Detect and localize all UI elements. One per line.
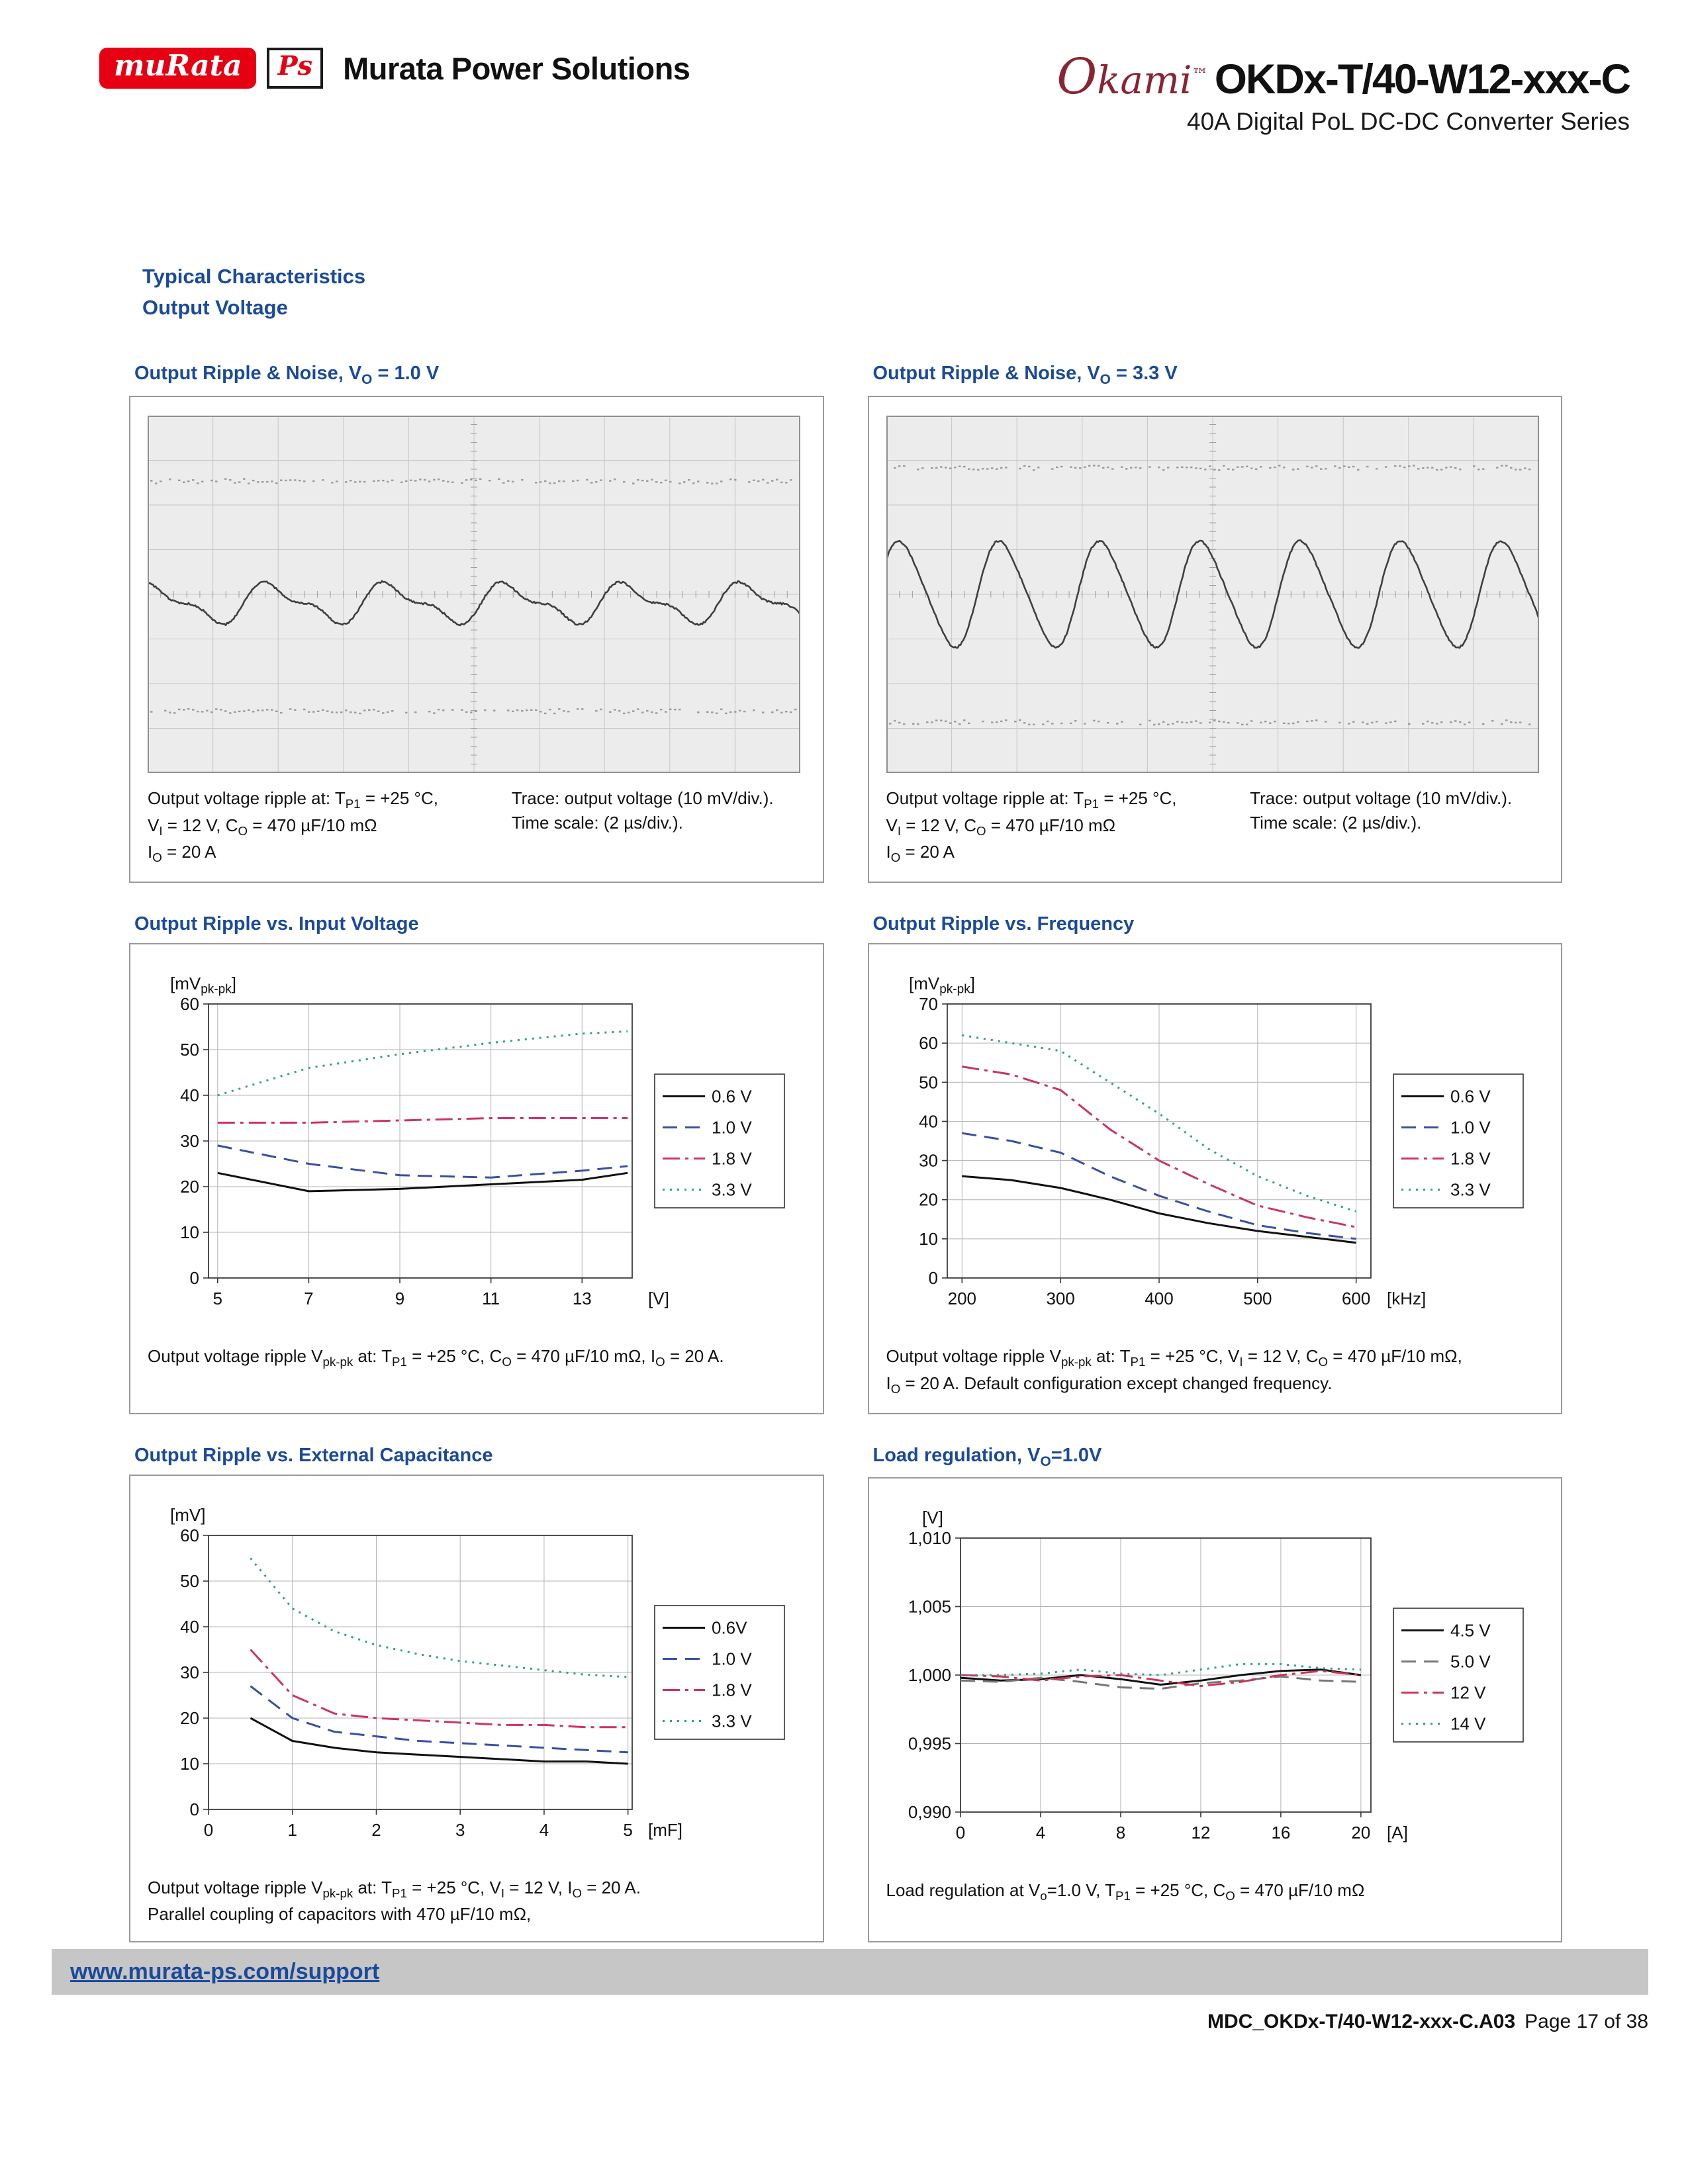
svg-text:7: 7: [304, 1289, 314, 1309]
chart-ripple-vs-capacitance: [148, 1494, 806, 1862]
svg-text:30: 30: [180, 1662, 199, 1682]
svg-text:0.6 V: 0.6 V: [712, 1086, 752, 1107]
footer: [52, 1949, 1648, 2033]
svg-text:300: 300: [1045, 1289, 1075, 1309]
panel-box: [129, 943, 824, 1414]
svg-text:14 V: 14 V: [1450, 1713, 1485, 1734]
panel-box: [129, 1475, 824, 1943]
svg-text:50: 50: [180, 1570, 199, 1591]
svg-text:0.6 V: 0.6 V: [1450, 1086, 1491, 1107]
caption-conditions: Output voltage ripple at: $T_{P1} = +25$ °C, $V_I = 12$ V, $C_O = 470$ µF/10 mΩ $I_O = 20$ A: [886, 788, 1177, 865]
svg-text:1.8 V: 1.8 V: [1450, 1148, 1491, 1169]
svg-text:3.3 V: 3.3 V: [1450, 1179, 1491, 1200]
svg-text:40: 40: [180, 1616, 199, 1637]
svg-text:1,010: 1,010: [908, 1528, 951, 1549]
caption: Output voltage ripple $V_{pk-pk}$ at: $T_{P1} = +25$ °C, $V_I = 12$ V, $I_O = 20$ A. Parallel coupling of capacitors with 470 µF/10 mΩ,: [148, 1877, 641, 1925]
svg-text:1.8 V: 1.8 V: [712, 1148, 752, 1169]
svg-text:5.0 V: 5.0 V: [1450, 1651, 1491, 1672]
murata-logo-group: [99, 48, 690, 89]
section-title-line2: Output Voltage: [142, 295, 288, 319]
oscilloscope-plot-1v: [148, 416, 806, 773]
svg-text:12: 12: [1190, 1823, 1210, 1843]
panel-title: Output Ripple vs. Input Voltage: [134, 913, 419, 935]
svg-text:0,995: 0,995: [908, 1733, 951, 1754]
caption: Output voltage ripple $V_{pk-pk}$ at: $T_{P1} = +25$ °C, $V_I = 12$ V, $C_O = 470$ µF/10 mΩ, $I_O = 20$ A. Default configuration except changed frequency.: [886, 1346, 1462, 1396]
svg-text:500: 500: [1243, 1289, 1272, 1309]
svg-text:20: 20: [918, 1189, 938, 1210]
header: [0, 0, 1688, 136]
svg-text:1.0 V: 1.0 V: [712, 1649, 752, 1669]
brand-name: Murata Power Solutions: [343, 50, 690, 86]
svg-text:[mV]: [mV]: [170, 1504, 206, 1525]
svg-text:13: 13: [572, 1289, 592, 1309]
caption-conditions: Output voltage ripple at: $T_{P1} = +25$ °C, $V_I = 12$ V, $C_O = 470$ µF/10 mΩ $I_O = 20$ A: [148, 788, 438, 865]
panel-title: Output Ripple vs. Frequency: [872, 913, 1135, 935]
panel-box: [129, 396, 824, 883]
oscilloscope-plot-3v3: [886, 416, 1544, 773]
murata-logo: muRata: [99, 48, 256, 89]
svg-text:4: 4: [1035, 1823, 1045, 1843]
footer-bar: [52, 1949, 1648, 1995]
svg-text:9: 9: [395, 1289, 405, 1309]
svg-text:1.0 V: 1.0 V: [712, 1117, 752, 1138]
doc-reference: [52, 2011, 1648, 2033]
caption: [148, 786, 806, 867]
svg-text:3: 3: [455, 1819, 465, 1840]
svg-text:30: 30: [180, 1131, 199, 1152]
svg-text:60: 60: [918, 1033, 938, 1054]
svg-text:0.6V: 0.6V: [712, 1617, 747, 1638]
svg-text:1: 1: [287, 1819, 297, 1840]
svg-text:16: 16: [1270, 1823, 1290, 1843]
charts-grid: [0, 323, 1688, 1942]
svg-text:0: 0: [203, 1819, 214, 1840]
panel-box: [868, 396, 1563, 883]
panel-ripple-noise-1v: [129, 363, 824, 883]
svg-text:60: 60: [180, 994, 199, 1015]
panel-box: [868, 1477, 1563, 1942]
svg-text:40: 40: [180, 1085, 199, 1106]
svg-text:5: 5: [212, 1289, 222, 1309]
svg-text:[mVpk-pk]: $[mV_{pk-pk}]$: [908, 974, 975, 997]
page-number: Page 17 of 38: [1524, 2011, 1648, 2032]
svg-text:10: 10: [180, 1753, 199, 1774]
panel-ripple-noise-3v3: [868, 363, 1563, 883]
panel-title: Load regulation, $V_O=1.0V$: [872, 1444, 1102, 1469]
okami-logo: [1056, 48, 1207, 105]
support-link[interactable]: www.murata-ps.com/support: [70, 1959, 380, 1984]
svg-text:1.0 V: 1.0 V: [1450, 1117, 1491, 1138]
svg-text:20: 20: [180, 1177, 199, 1197]
svg-text:30: 30: [918, 1150, 938, 1171]
svg-text:1,000: 1,000: [908, 1665, 951, 1686]
svg-text:50: 50: [918, 1072, 938, 1093]
svg-text:1.8 V: 1.8 V: [712, 1680, 752, 1700]
panel-ripple-vs-frequency: [868, 913, 1563, 1414]
okami-wordmark: Okami: [1056, 48, 1192, 105]
svg-text:[mVpk-pk]: $[mV_{pk-pk}]$: [170, 974, 236, 997]
svg-text:2: 2: [371, 1819, 381, 1840]
svg-text:[kHz]: [kHz]: [1386, 1289, 1426, 1309]
panel-box: [868, 943, 1563, 1414]
svg-text:400: 400: [1144, 1289, 1174, 1309]
svg-text:70: 70: [918, 994, 938, 1015]
svg-text:10: 10: [180, 1222, 199, 1243]
product-title-row: [1056, 48, 1630, 105]
product-title: OKDx-T/40-W12-xxx-C: [1214, 56, 1630, 103]
doc-id: MDC_OKDx-T/40-W12-xxx-C.A03: [1207, 2011, 1516, 2032]
trademark-symbol: ™: [1192, 64, 1208, 84]
svg-text:8: 8: [1115, 1823, 1125, 1843]
product-header: [1056, 48, 1630, 136]
caption: Load regulation at $V_o=1.0$ V, $T_{P1} = +25$ °C, $C_O = 470$ µF/10 mΩ: [886, 1880, 1365, 1903]
section-title: [142, 261, 1688, 323]
caption-trace-info: Trace: output voltage (10 mV/div.). Time scale: (2 µs/div.).: [511, 788, 774, 833]
svg-text:40: 40: [918, 1111, 938, 1132]
svg-text:0: 0: [189, 1799, 199, 1819]
panel-load-regulation: [868, 1445, 1563, 1943]
svg-text:0: 0: [955, 1823, 965, 1843]
svg-text:600: 600: [1341, 1289, 1370, 1309]
svg-text:4: 4: [539, 1819, 549, 1840]
panel-ripple-vs-capacitance: [129, 1445, 824, 1943]
svg-text:[V]: [V]: [921, 1508, 943, 1528]
svg-text:4.5 V: 4.5 V: [1450, 1620, 1491, 1641]
svg-text:[A]: [A]: [1386, 1823, 1408, 1843]
svg-text:60: 60: [180, 1525, 199, 1545]
panel-ripple-vs-input-voltage: [129, 913, 824, 1414]
svg-text:5: 5: [623, 1819, 633, 1840]
svg-text:10: 10: [918, 1228, 938, 1249]
svg-text:11: 11: [482, 1289, 500, 1309]
caption-trace-info: Trace: output voltage (10 mV/div.). Time scale: (2 µs/div.).: [1250, 788, 1513, 833]
svg-text:1,005: 1,005: [908, 1596, 951, 1617]
svg-text:50: 50: [180, 1040, 199, 1060]
caption: [886, 786, 1544, 867]
panel-title: Output Ripple & Noise, $V_O = 3.3$ V: [872, 363, 1178, 387]
svg-text:0: 0: [189, 1268, 199, 1289]
svg-text:[mF]: [mF]: [648, 1819, 682, 1840]
svg-text:0,990: 0,990: [908, 1802, 951, 1823]
svg-text:20: 20: [1350, 1823, 1370, 1843]
ps-logo: Ps: [267, 48, 323, 89]
chart-load-regulation: [886, 1497, 1544, 1865]
panel-title: Output Ripple vs. External Capacitance: [134, 1444, 493, 1466]
svg-text:3.3 V: 3.3 V: [712, 1711, 752, 1731]
chart-ripple-vs-frequency: [886, 963, 1544, 1331]
series-subtitle: 40A Digital PoL DC-DC Converter Series: [1187, 108, 1630, 135]
svg-text:12 V: 12 V: [1450, 1682, 1485, 1703]
caption: Output voltage ripple $V_{pk-pk}$ at: $T_{P1} = +25$ °C, $C_O = 470$ µF/10 mΩ, $I_O = 20$ A.: [148, 1346, 724, 1369]
svg-text:200: 200: [947, 1289, 976, 1309]
svg-text:[V]: [V]: [648, 1289, 669, 1309]
panel-title: Output Ripple & Noise, $V_O = 1.0$ V: [134, 363, 440, 387]
svg-text:3.3 V: 3.3 V: [712, 1179, 752, 1200]
svg-text:20: 20: [180, 1707, 199, 1728]
section-title-line1: Typical Characteristics: [142, 265, 366, 288]
chart-ripple-vs-input-voltage: [148, 963, 806, 1331]
svg-text:0: 0: [928, 1268, 938, 1289]
